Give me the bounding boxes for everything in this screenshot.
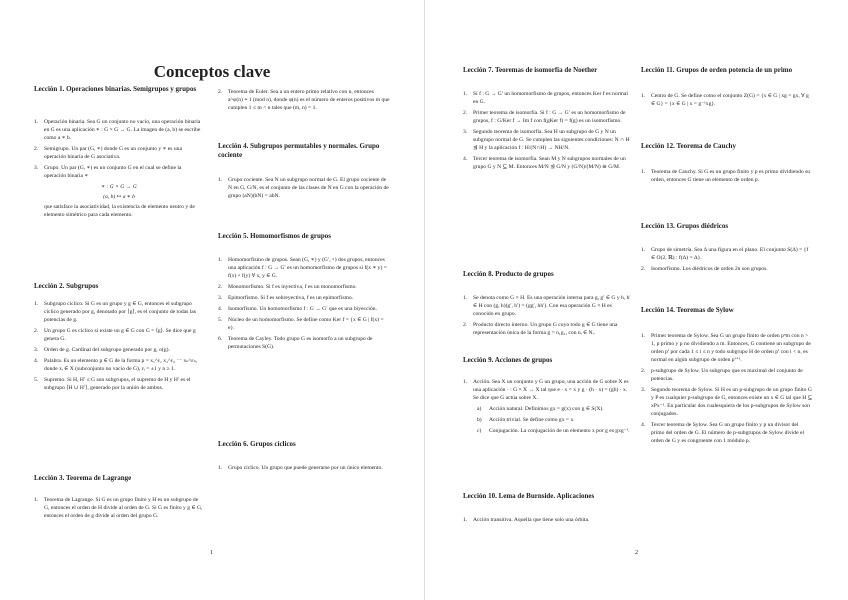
section-body — [641, 332, 813, 448]
list-item: 1. Grupo de simetría. Sea Δ una figura en el plano. El conjunto S(Δ) = {f ∈ O(2, ℝ) : f(Δ) = Δ}. — [641, 247, 809, 261]
list-item: 1. Primer teorema de Sylow. Sea G un grupo finito de orden pⁿm con n > 1, p primo y p no dividiendo a m. Entonces, G contiene un subgrupo de orden pⁱ por cada 1 ≤ i ≤ n y todo subgrupo H de orden pⁱ con i < n, es normal en algún subgrupo de orden pⁱ⁺¹. — [641, 333, 811, 363]
section-heading: Lección 14. Teoremas de Sylow — [641, 306, 734, 314]
section-heading: Lección 2. Subgrupos — [34, 282, 99, 290]
section-body — [218, 256, 390, 354]
section-heading: Lección 4. Subgrupos permutables y normales. Grupo cociente — [218, 142, 380, 159]
list-item: 1. Acción transitiva. Aquella que tiene solo una órbita. — [463, 517, 590, 523]
list-item: 1. Subgrupo cíclico. Si G es un grupo y g ∈ G, entonces el subgrupo cíclico generado por g, denotado por ⟨g⟩, es el conjunto de todas las potencias de g. — [34, 301, 196, 323]
list-item: 2. Teorema de Euler. Sea a un entero primo relativo con n, entonces a^φ(n) ≡ 1 (mod n), donde φ(n) es el número de enteros positivos m que cumplen 1 ≤ m < n tales que (m, n) = 1. — [218, 89, 390, 111]
page-right — [424, 0, 848, 600]
list-item: 2. Un grupo G es cíclico si existe un g ∈ G con G = ⟨g⟩. Se dice que g genera G. — [34, 328, 196, 342]
list-item: 2. Primer teorema de isomorfía. Si f : G → G′ es un homomorfismo de grupos, f : G/Ker f → Im f con f(gKer f) = f(g) es un isomorfismo. — [463, 110, 626, 124]
list-item: 1. Teorema de Lagrange. Si G es un grupo finito y H es un subgrupo de G, entonces el orden de H divide al orden de G. Si G es finito y g ∈ G, entonces el orden de g divide al orden del grupo G. — [34, 497, 203, 519]
list-item: 2. Monomorfismo. Si f es inyectiva, f es un monomorfismo. — [218, 284, 357, 290]
section-heading: Lección 12. Teorema de Cauchy — [641, 142, 736, 150]
list-item: 1. Teorema de Cauchy. Si G es un grupo finito y p es primo dividiendo su orden, entonces G tiene un elemento de orden p. — [641, 169, 811, 183]
list-item: 1. Si f : G → G′ un homomorfismo de grupos, entonces Ker f es normal en G. — [463, 91, 628, 105]
formula: ∗ : G × G → G — [101, 184, 137, 190]
list-item: 2. Isomorfismo. Los diédricos de orden 2n son grupos. — [641, 266, 768, 272]
section-heading: Lección 11. Grupos de orden potencia de un primo — [641, 66, 793, 74]
section-body — [463, 516, 633, 527]
section-body — [218, 88, 390, 115]
document-title: Conceptos clave — [153, 62, 271, 81]
list-item: 1. Centro de G. Se define como el conjunto Z(G) = {x ∈ G | xg = gx, ∀ g ∈ G} = {x ∈ G | x = g⁻¹xg}. — [641, 93, 809, 107]
section-heading: Lección 6. Grupos cíclicos — [218, 440, 296, 448]
section-heading: Lección 3. Teorema de Lagrange — [34, 474, 132, 482]
list-item: 1. Grupo cociente. Sea N un subgrupo normal de G. El grupo cociente de N en G, G/N, es el conjunto de las clases de N en G con la operación de grupo (aN)(bN) = abN. — [218, 177, 389, 199]
section-body — [34, 300, 204, 395]
section-body — [641, 168, 813, 187]
formula: (a, b) ↦ a ∗ b — [103, 194, 135, 200]
list-item: 5. Núcleo de un homomorfismo. Se define como Ker f = {x ∈ G | f(x) = e}. — [218, 317, 384, 331]
section-body — [463, 294, 633, 340]
section-body — [641, 246, 813, 276]
list-item: 4. Isomorfismo. Un homomorfismo f : G → G′ que es una biyección. — [218, 306, 377, 312]
section-body — [218, 464, 390, 475]
list-item: 1. Operación binaria. Sea G un conjunto no vacío, una operación binaria en G es una aplicación ∗ : G × G → G. La imagen de (a, b) se escribe como a ∗ b. — [34, 119, 201, 141]
paragraph: que satisface la asociatividad, la existencia de elemento neutro y de elemento simétrico para cada elemento. — [44, 204, 195, 218]
list-item: 1. Homomorfismo de grupos. Sean (G, ∗) y (G′, ∘) dos grupos, entonces una aplicación f : G → G′ es un homomorfismo de grupos si f(x ∗ y) = f(x) ∘ f(y) ∀ x, y ∈ G. — [218, 257, 387, 279]
list-item: c) Conjugación. La conjugación de un elemento x por g es gxg⁻¹. — [477, 428, 630, 434]
section-heading: Lección 7. Teoremas de isomorfía de Noether — [463, 66, 598, 74]
list-item: 2. Semigrupo. Un par (G, ∗) donde G es un conjunto y ∗ es una operación binaria de G asociativa. — [34, 146, 182, 160]
list-item: b) Acción trivial. Se define como gx = x. — [477, 417, 575, 423]
list-item: 3. Grupo. Un par (G, ∗) es un conjunto G en el cual se define la operación binaria ∗ — [34, 165, 182, 179]
section-body — [463, 378, 633, 438]
list-item: 3. Epimorfismo. Si f es sobreyectiva, f es un epimorfismo. — [218, 295, 354, 301]
list-item: 3. Segundo teorema de Sylow. Si H es un p-subgrupo de un grupo finito G y P es cualquier p-subgrupo de G, entonces existe un x ∈ G tal que H ⊆ xPx⁻¹. En particular dos cualesquiera de los p-subgrupos de Sylow son conjugados. — [641, 387, 813, 417]
section-heading: Lección 5. Homomorfismos de grupos — [218, 232, 331, 240]
page-number: 1 — [210, 550, 213, 556]
list-item: 1. Acción. Sea X un conjunto y G un grupo, una acción de G sobre X es una aplicación · : G × X → X tal que e · x = x y g · (h · x) = (gh) · x. Se dice que G actúa sobre X. — [463, 379, 629, 401]
section-body — [34, 118, 204, 219]
section-body — [218, 176, 390, 203]
list-item: 4. Tercer teorema de Sylow. Sea G un grupo finito y p un divisor del primo del orden de G. El número de p-subgrupos de Sylow divide el orden de G y es congruente con 1 módulo p. — [641, 422, 805, 444]
list-item: 3. Orden de g. Cardinal del subgrupo generado por g, o(g). — [34, 347, 170, 353]
list-item: a) Acción natural. Definimos gx = g(x) con g ∈ S(X). — [477, 406, 604, 412]
section-body — [641, 92, 813, 111]
section-body — [34, 496, 204, 523]
list-item: 2. p-subgrupo de Sylow. Un subgrupo que es maximal del conjunto de potencias. — [641, 368, 803, 382]
list-item: 3. Segundo teorema de isomorfía. Sea H un subgrupo de G y N un subgrupo normal de G. Se cumplen las siguientes condiciones: N ∩ H ⊴ H y la aplicación f : H/(N∩H) → NH/N. — [463, 129, 630, 151]
list-item: 6. Teorema de Cayley. Todo grupo G es isomorfo a un subgrupo de permutaciones S(G). — [218, 336, 373, 350]
section-body — [463, 90, 633, 174]
section-heading: Lección 10. Lema de Burnside. Aplicaciones — [463, 492, 595, 500]
list-item: 2. Producto directo interno. Un grupo G cuyo todo g ∈ G tiene una representación única de la forma g = n₁g₁, con nᵢ ∈ Nᵢ. — [463, 322, 618, 336]
list-item: 4. Palabra. Es un elemento p ∈ G de la forma p = x₁^ε₁ x₂^ε₂ ⋯ xₙ^εₙ, donde xᵢ ∈ X (subconjunto no vacío de G), εᵢ = ±1 y n ≥ 1. — [34, 358, 198, 372]
list-item: 1. Se denota como G × H. Es una operación interna para g, g′ ∈ G y h, h′ ∈ H con (g, h)(g′, h′) = (gg′, hh′). Con esa operación G × H es conocido en grupo. — [463, 295, 631, 317]
section-heading: Lección 1. Operaciones binarias. Semigrupos y grupos — [34, 85, 197, 93]
list-item: 5. Supremo. Si H, H′ ≤ G son subgrupos, el supremo de H y H′ es el subgrupo ⟨H ∪ H′⟩, generado por la unión de ambos. — [34, 377, 191, 391]
section-heading: Lección 8. Producto de grupos — [463, 270, 554, 278]
list-item: 4. Tercer teorema de isomorfía. Sean M y N subgrupos normales de un grupo G y N ⊆ M. Entonces M/N ⊴ G/N y (G/N)/(M/N) ≅ G/M. — [463, 156, 626, 170]
list-item: 1. Grupo cíclico. Un grupo que puede generarse por un único elemento. — [218, 465, 383, 471]
section-heading: Lección 13. Grupos diédricos — [641, 222, 729, 230]
page-number: 2 — [635, 550, 638, 556]
section-heading: Lección 9. Acciones de grupos — [463, 356, 553, 364]
